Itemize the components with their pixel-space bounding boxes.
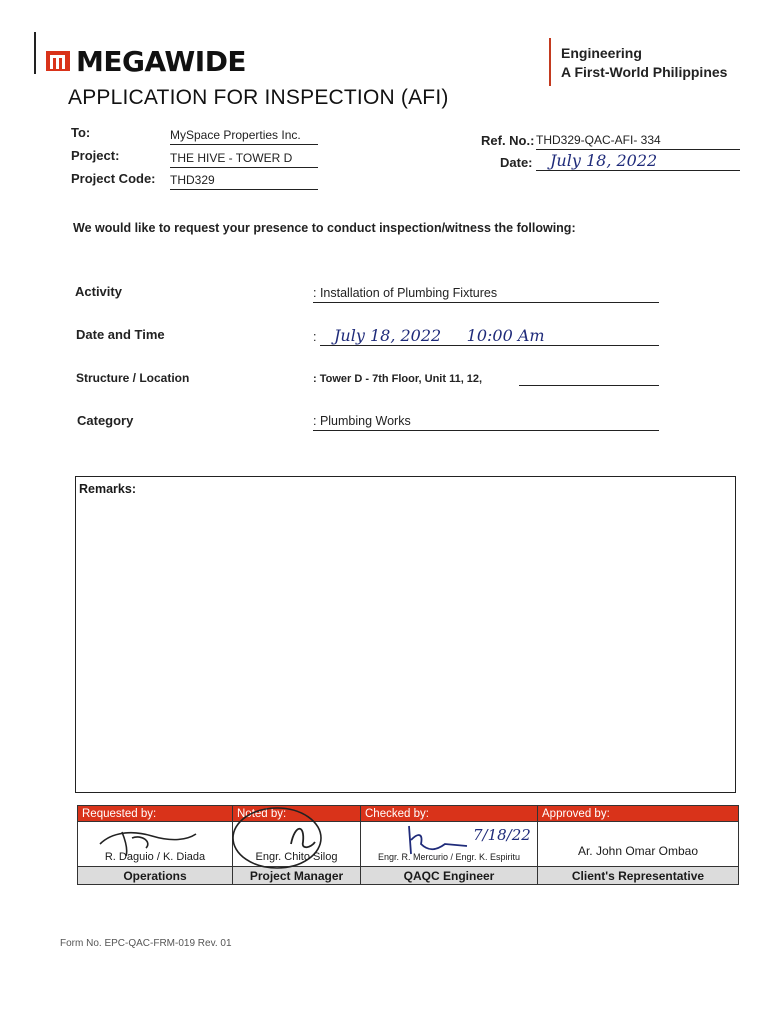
to-label: To:: [71, 125, 91, 140]
ref-no-label: Ref. No.:: [481, 133, 535, 148]
approver-name: Ar. John Omar Ombao: [577, 844, 699, 858]
tagline-line1: Engineering: [561, 45, 642, 61]
location-label: Structure / Location: [76, 371, 190, 385]
ref-no-value: THD329-QAC-AFI- 334: [536, 133, 740, 150]
tagline-line2: A First-World Philippines: [561, 64, 728, 80]
datetime-value: July 18, 2022 10:00 Am: [334, 326, 545, 345]
date-value: July 18, 2022: [550, 151, 658, 170]
remarks-label: Remarks:: [79, 482, 136, 496]
checked-by-cell: [361, 822, 538, 867]
project-code-value: THD329: [170, 173, 318, 190]
noted-by-header: Noted by:: [233, 806, 361, 822]
datetime-line: [320, 326, 659, 346]
project-label: Project:: [71, 148, 120, 163]
date-label: Date:: [500, 155, 533, 170]
approved-by-header: Approved by:: [538, 806, 739, 822]
location-value: : Tower D - 7th Floor, Unit 11, 12,: [313, 373, 483, 385]
approver-role: Client's Representative: [538, 867, 739, 885]
company-name: MEGAWIDE: [76, 44, 247, 78]
date-line: [536, 152, 740, 171]
signature-table: [77, 805, 739, 885]
requested-by-header: Requested by:: [78, 806, 233, 822]
noter-name: Engr. Chito Silog: [255, 851, 338, 863]
requested-by-cell: [78, 822, 233, 867]
signature-role-row: [78, 867, 739, 885]
company-logo: [46, 44, 246, 78]
checker-role: QAQC Engineer: [361, 867, 538, 885]
datetime-label: Date and Time: [76, 327, 165, 342]
form-number: Form No. EPC-QAC-FRM-019 Rev. 01: [60, 938, 232, 949]
to-value: MySpace Properties Inc.: [170, 128, 318, 145]
noted-by-cell: [233, 822, 361, 867]
signature-header-row: [78, 806, 739, 822]
tagline-divider: [549, 38, 551, 86]
checker-name: Engr. R. Mercurio / Engr. K. Espiritu: [377, 852, 521, 862]
remarks-box: [75, 476, 736, 793]
project-code-label: Project Code:: [71, 171, 156, 186]
checker-date: 7/18/22: [473, 826, 531, 844]
requester-name: R. Daguio / K. Diada: [104, 851, 206, 863]
category-label: Category: [77, 413, 134, 428]
margin-mark: [34, 32, 36, 74]
signature-name-row: [78, 822, 739, 867]
page-title: APPLICATION FOR INSPECTION (AFI): [68, 86, 449, 109]
intro-text: We would like to request your presence to conduct inspection/witness the following:: [73, 221, 576, 235]
project-value: THE HIVE - TOWER D: [170, 151, 318, 168]
location-line: [519, 385, 659, 386]
activity-label: Activity: [75, 284, 122, 299]
activity-value: : Installation of Plumbing Fixtures: [313, 286, 659, 303]
requester-role: Operations: [78, 867, 233, 885]
megawide-logo-icon: [46, 49, 70, 73]
checked-by-header: Checked by:: [361, 806, 538, 822]
noter-role: Project Manager: [233, 867, 361, 885]
datetime-colon: :: [313, 330, 317, 344]
approved-by-cell: [538, 822, 739, 867]
tagline: [561, 44, 727, 82]
category-value: : Plumbing Works: [313, 414, 659, 431]
